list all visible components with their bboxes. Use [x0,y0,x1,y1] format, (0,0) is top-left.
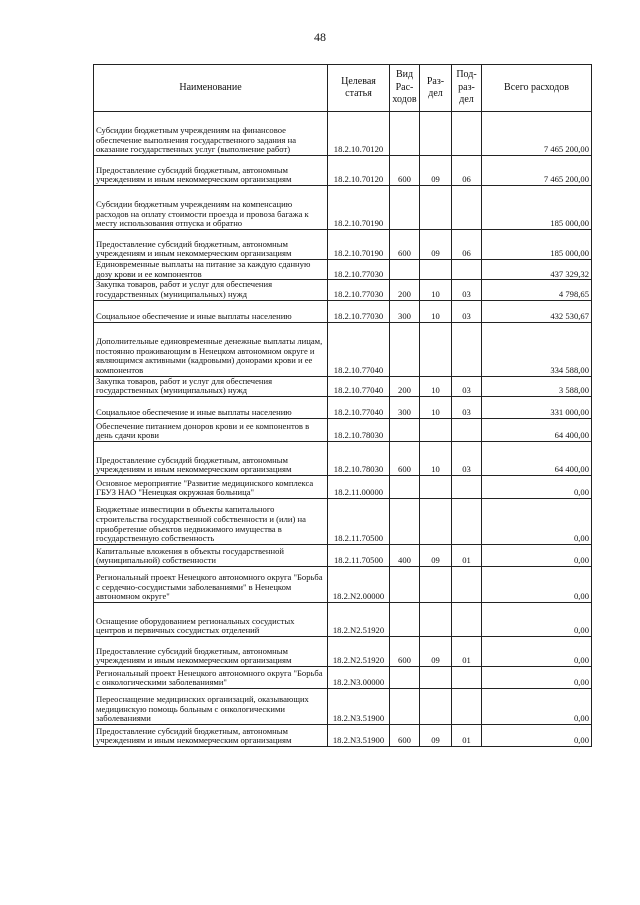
cell-code: 18.2.N2.51920 [328,636,390,666]
cell-vid: 400 [390,544,420,566]
header-total: Всего расходов [482,65,592,112]
cell-total: 437 329,32 [482,260,592,280]
table-row [94,475,592,498]
cell-total: 64 400,00 [482,441,592,475]
cell-razdel [420,186,452,230]
cell-name: Социальное обеспечение и иные выплаты населению [94,300,328,322]
cell-total: 0,00 [482,636,592,666]
cell-code: 18.2.N3.51900 [328,724,390,746]
table-row [94,156,592,186]
cell-podrazdel [452,666,482,688]
cell-name: Дополнительные единовременные денежные выплаты лицам, постоянно проживающим в Ненецком автономном округе и являющимся активными (кадровыми) донорами крови и ее компонентов [94,322,328,376]
cell-razdel [420,602,452,636]
cell-vid [390,475,420,498]
header-name: Наименование [94,65,328,112]
cell-razdel [420,688,452,724]
cell-razdel: 10 [420,441,452,475]
cell-vid [390,602,420,636]
table-row [94,300,592,322]
table-row [94,230,592,260]
table-body [94,112,592,747]
cell-vid: 600 [390,156,420,186]
table-row [94,636,592,666]
cell-vid [390,418,420,441]
cell-code: 18.2.10.77040 [328,376,390,396]
cell-name: Основное мероприятие "Развитие медицинского комплекса ГБУЗ НАО "Ненецкая окружная больница" [94,475,328,498]
cell-razdel [420,666,452,688]
cell-total: 0,00 [482,498,592,544]
cell-razdel: 09 [420,156,452,186]
cell-code: 18.2.11.70500 [328,544,390,566]
cell-code: 18.2.N3.00000 [328,666,390,688]
cell-total: 0,00 [482,544,592,566]
cell-name: Оснащение оборудованием региональных сосудистых центров и первичных сосудистых отделений [94,602,328,636]
table-row [94,602,592,636]
cell-vid: 200 [390,280,420,300]
cell-vid: 600 [390,724,420,746]
table-row [94,724,592,746]
table-row [94,441,592,475]
cell-podrazdel [452,475,482,498]
table-row [94,322,592,376]
cell-vid: 600 [390,636,420,666]
cell-razdel: 09 [420,230,452,260]
cell-code: 18.2.10.70190 [328,230,390,260]
cell-vid [390,322,420,376]
cell-name: Субсидии бюджетным учреждениям на компенсацию расходов на оплату стоимости проезда и провоза багажа к месту использования отпуска и обратно [94,186,328,230]
cell-total: 0,00 [482,666,592,688]
cell-razdel [420,566,452,602]
cell-code: 18.2.N2.51920 [328,602,390,636]
cell-podrazdel: 06 [452,156,482,186]
cell-code: 18.2.N3.51900 [328,688,390,724]
table-row [94,418,592,441]
header-row [94,65,592,112]
cell-total: 0,00 [482,602,592,636]
cell-podrazdel: 03 [452,280,482,300]
table-row [94,186,592,230]
cell-name: Субсидии бюджетным учреждениям на финансовое обеспечение выполнения государственного задания на оказание государственных услуг (выполнение работ) [94,112,328,156]
cell-total: 7 465 200,00 [482,112,592,156]
cell-razdel: 09 [420,544,452,566]
cell-podrazdel [452,566,482,602]
cell-podrazdel: 06 [452,230,482,260]
cell-total: 432 530,67 [482,300,592,322]
cell-code: 18.2.10.70120 [328,156,390,186]
cell-podrazdel [452,322,482,376]
cell-podrazdel: 01 [452,544,482,566]
table-row [94,498,592,544]
cell-code: 18.2.10.77040 [328,322,390,376]
cell-total: 7 465 200,00 [482,156,592,186]
cell-podrazdel [452,418,482,441]
cell-name: Бюджетные инвестиции в объекты капитального строительства государственной собственности и (или) на приобретение объектов недвижимого имущества в государственную собственность [94,498,328,544]
cell-code: 18.2.11.00000 [328,475,390,498]
cell-razdel [420,260,452,280]
cell-vid [390,666,420,688]
table-row [94,260,592,280]
cell-vid: 300 [390,396,420,418]
cell-name: Социальное обеспечение и иные выплаты населению [94,396,328,418]
table-row [94,666,592,688]
cell-podrazdel [452,112,482,156]
cell-vid: 600 [390,441,420,475]
table-row [94,376,592,396]
cell-razdel [420,418,452,441]
cell-razdel: 10 [420,280,452,300]
cell-name: Закупка товаров, работ и услуг для обеспечения государственных (муниципальных) нужд [94,280,328,300]
cell-vid [390,186,420,230]
cell-podrazdel: 01 [452,636,482,666]
cell-podrazdel [452,498,482,544]
cell-razdel [420,112,452,156]
header-vid: Вид Рас-ходов [390,65,420,112]
cell-total: 0,00 [482,566,592,602]
cell-total: 185 000,00 [482,186,592,230]
cell-code: 18.2.N2.00000 [328,566,390,602]
cell-name: Обеспечение питанием доноров крови и ее компонентов в день сдачи крови [94,418,328,441]
cell-total: 331 000,00 [482,396,592,418]
cell-name: Региональный проект Ненецкого автономного округа "Борьба с сердечно-сосудистыми заболеваниями" в Ненецком автономном округе" [94,566,328,602]
cell-podrazdel [452,186,482,230]
cell-total: 4 798,65 [482,280,592,300]
cell-podrazdel: 03 [452,376,482,396]
cell-total: 334 588,00 [482,322,592,376]
table-row [94,112,592,156]
cell-vid: 600 [390,230,420,260]
header-razdel: Раз-дел [420,65,452,112]
cell-code: 18.2.10.78030 [328,418,390,441]
cell-total: 185 000,00 [482,230,592,260]
cell-name: Переоснащение медицинских организаций, оказывающих медицинскую помощь больным с онкологическими заболеваниями [94,688,328,724]
cell-name: Закупка товаров, работ и услуг для обеспечения государственных (муниципальных) нужд [94,376,328,396]
cell-vid [390,566,420,602]
cell-razdel: 09 [420,724,452,746]
cell-razdel [420,498,452,544]
cell-podrazdel [452,688,482,724]
cell-podrazdel [452,260,482,280]
cell-vid: 200 [390,376,420,396]
cell-name: Предоставление субсидий бюджетным, автономным учреждениям и иным некоммерческим организациям [94,636,328,666]
page-number: 48 [314,30,326,44]
cell-razdel: 10 [420,376,452,396]
cell-total: 3 588,00 [482,376,592,396]
table-row [94,544,592,566]
cell-code: 18.2.11.70500 [328,498,390,544]
cell-podrazdel: 03 [452,300,482,322]
cell-code: 18.2.10.70120 [328,112,390,156]
header-podrazdel: Под-раз-дел [452,65,482,112]
cell-name: Единовременные выплаты на питание за каждую сданную дозу крови и ее компонентов [94,260,328,280]
table-row [94,280,592,300]
cell-podrazdel: 03 [452,396,482,418]
cell-podrazdel: 01 [452,724,482,746]
cell-vid [390,112,420,156]
cell-razdel: 10 [420,396,452,418]
cell-vid [390,498,420,544]
cell-name: Предоставление субсидий бюджетным, автономным учреждениям и иным некоммерческим организациям [94,156,328,186]
cell-total: 0,00 [482,688,592,724]
cell-vid: 300 [390,300,420,322]
cell-name: Капитальные вложения в объекты государственной (муниципальной) собственности [94,544,328,566]
cell-name: Предоставление субсидий бюджетным, автономным учреждениям и иным некоммерческим организациям [94,724,328,746]
cell-total: 0,00 [482,475,592,498]
budget-table [93,64,592,747]
cell-razdel: 10 [420,300,452,322]
cell-razdel: 09 [420,636,452,666]
cell-code: 18.2.10.77030 [328,280,390,300]
table-row [94,566,592,602]
header-target: Целевая статья [328,65,390,112]
cell-vid [390,260,420,280]
cell-podrazdel: 03 [452,441,482,475]
cell-razdel [420,475,452,498]
cell-code: 18.2.10.78030 [328,441,390,475]
cell-podrazdel [452,602,482,636]
cell-code: 18.2.10.70190 [328,186,390,230]
table-row [94,396,592,418]
cell-code: 18.2.10.77040 [328,396,390,418]
cell-name: Предоставление субсидий бюджетным, автономным учреждениям и иным некоммерческим организациям [94,441,328,475]
cell-total: 64 400,00 [482,418,592,441]
cell-total: 0,00 [482,724,592,746]
table-row [94,688,592,724]
cell-code: 18.2.10.77030 [328,260,390,280]
cell-vid [390,688,420,724]
cell-code: 18.2.10.77030 [328,300,390,322]
cell-razdel [420,322,452,376]
cell-name: Предоставление субсидий бюджетным, автономным учреждениям и иным некоммерческим организациям [94,230,328,260]
cell-name: Региональный проект Ненецкого автономного округа "Борьба с онкологическими заболеваниями" [94,666,328,688]
